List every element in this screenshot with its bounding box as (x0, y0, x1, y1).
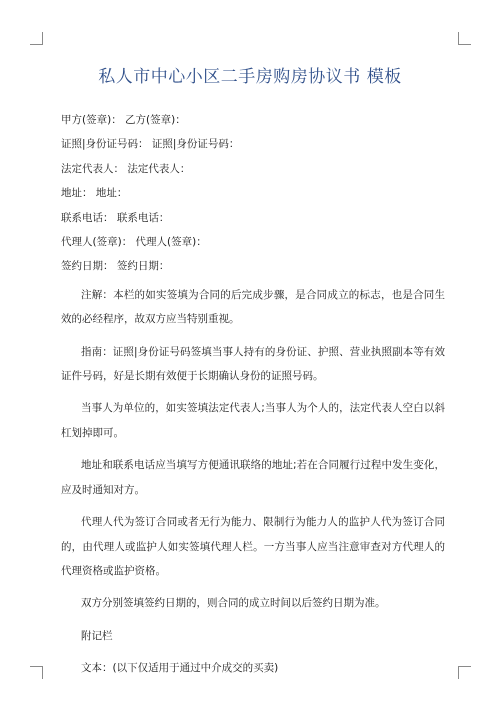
paragraph-agent: 代理人代为签订合同或者无行为能力、限制行为能力人的监护人代为签订合同的，由代理人或监护人如实签填代理人栏。一方当事人应当注意审查对方代理人的代理资格或监护资格。 (61, 516, 445, 577)
paragraph-guide: 指南：证照|身份证号码签填当事人持有的身份证、护照、营业执照副本等有效证件号码，好是长期有效便于长期确认身份的证照号码。 (61, 345, 445, 383)
paragraph-entity: 当事人为单位的，如实签填法定代表人;当事人为个人的，法定代表人空白以斜杠划掉即可。 (61, 402, 445, 439)
field-address: 地址： 地址： (61, 187, 128, 200)
paragraph-date: 双方分别签填签约日期的，则合同的成立时间以后签约日期为准。 (81, 597, 386, 610)
field-phone: 联系电话： 联系电话： (61, 211, 170, 224)
paragraph-appendix: 附记栏 (81, 629, 113, 642)
corner-mark-top-right (458, 32, 471, 45)
paragraph-text: 文本：(以下仅适用于通过中介成交的买卖) (81, 662, 279, 675)
paragraph-note: 注解：本栏的如实签填为合同的后完成步骤，是合同成立的标志，也是合同生效的必经程序，故双方应当特别重视。 (61, 288, 445, 326)
field-id-number: 证照|身份证号码： 证照|身份证号码： (61, 138, 240, 151)
field-sign-date: 签约日期： 签约日期： (61, 260, 170, 273)
field-agent: 代理人(签章)： 代理人(签章)： (61, 236, 207, 249)
paragraph-contact: 地址和联系电话应当填写方便通讯联络的地址;若在合同履行过程中发生变化，应及时通知对方。 (61, 459, 445, 496)
corner-mark-bottom-left (30, 666, 43, 679)
corner-mark-bottom-right (458, 666, 471, 679)
field-signature: 甲方(签章)： 乙方(签章)： (61, 114, 186, 126)
document-body (61, 108, 445, 681)
corner-mark-top-left (30, 32, 43, 45)
document-title: 私人市中心小区二手房购房协议书 模板 (98, 67, 402, 87)
field-legal-representative: 法定代表人： 法定代表人： (61, 162, 191, 175)
